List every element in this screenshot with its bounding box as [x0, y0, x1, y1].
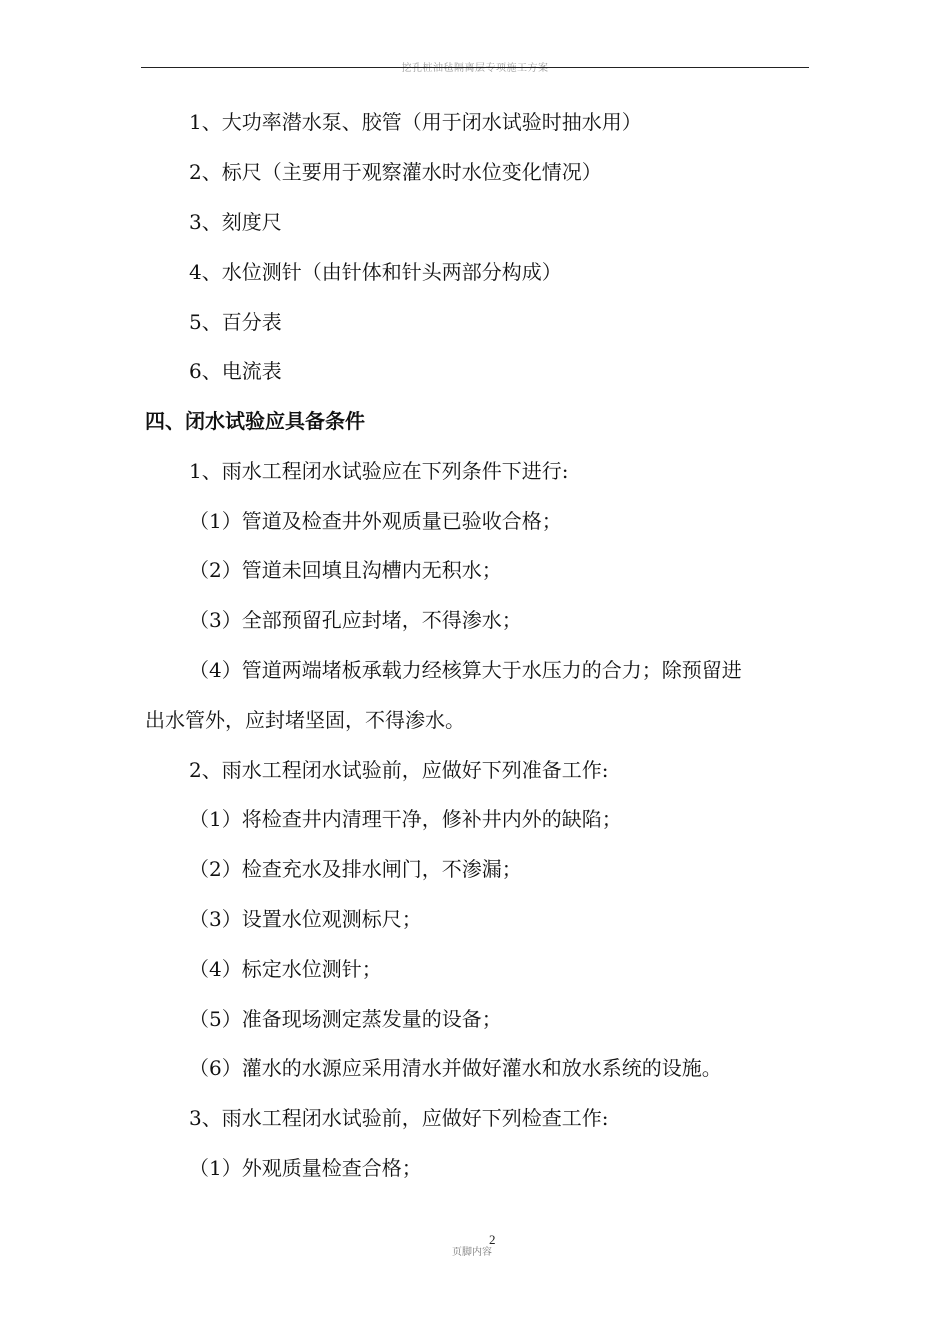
header-divider — [141, 67, 809, 68]
equipment-item-6: 6、电流表 — [189, 359, 282, 383]
condition-1-item-3: （3）全部预留孔应封堵，不得渗水； — [189, 608, 522, 632]
condition-3-item-1: （1）外观质量检查合格； — [189, 1156, 422, 1180]
condition-2-item-5: （5）准备现场测定蒸发量的设备； — [189, 1007, 502, 1031]
equipment-item-4: 4、水位测针（由针体和针头两部分构成） — [189, 260, 562, 284]
condition-1-item-4-continued: 出水管外，应封堵坚固，不得渗水。 — [145, 708, 465, 732]
condition-3-title: 3、雨水工程闭水试验前，应做好下列检查工作: — [189, 1106, 609, 1130]
condition-2-item-6: （6）灌水的水源应采用清水并做好灌水和放水系统的设施。 — [189, 1056, 722, 1080]
condition-2-item-2: （2）检查充水及排水闸门，不渗漏； — [189, 857, 522, 881]
page-number: 2 — [489, 1232, 496, 1247]
condition-1-item-1: （1）管道及检查井外观质量已验收合格； — [189, 509, 562, 533]
condition-2-item-4: （4）标定水位测针； — [189, 957, 382, 981]
equipment-item-5: 5、百分表 — [189, 310, 282, 334]
condition-1-item-4: （4）管道两端堵板承载力经核算大于水压力的合力；除预留进 — [189, 658, 742, 682]
condition-1-title: 1、雨水工程闭水试验应在下列条件下进行: — [189, 459, 569, 483]
equipment-item-2: 2、标尺（主要用于观察灌水时水位变化情况） — [189, 160, 602, 184]
page-header-title: 挖孔桩油毡隔离层专项施工方案 — [401, 63, 549, 74]
section-heading: 四、闭水试验应具备条件 — [145, 409, 365, 433]
condition-2-item-1: （1）将检查井内清理干净，修补井内外的缺陷； — [189, 807, 622, 831]
footer-label: 页脚内容 — [452, 1247, 492, 1258]
equipment-item-3: 3、刻度尺 — [189, 210, 282, 234]
condition-2-item-3: （3）设置水位观测标尺； — [189, 907, 422, 931]
equipment-item-1: 1、大功率潜水泵、胶管（用于闭水试验时抽水用） — [189, 110, 642, 134]
condition-1-item-2: （2）管道未回填且沟槽内无积水； — [189, 558, 502, 582]
condition-2-title: 2、雨水工程闭水试验前，应做好下列准备工作: — [189, 758, 609, 782]
